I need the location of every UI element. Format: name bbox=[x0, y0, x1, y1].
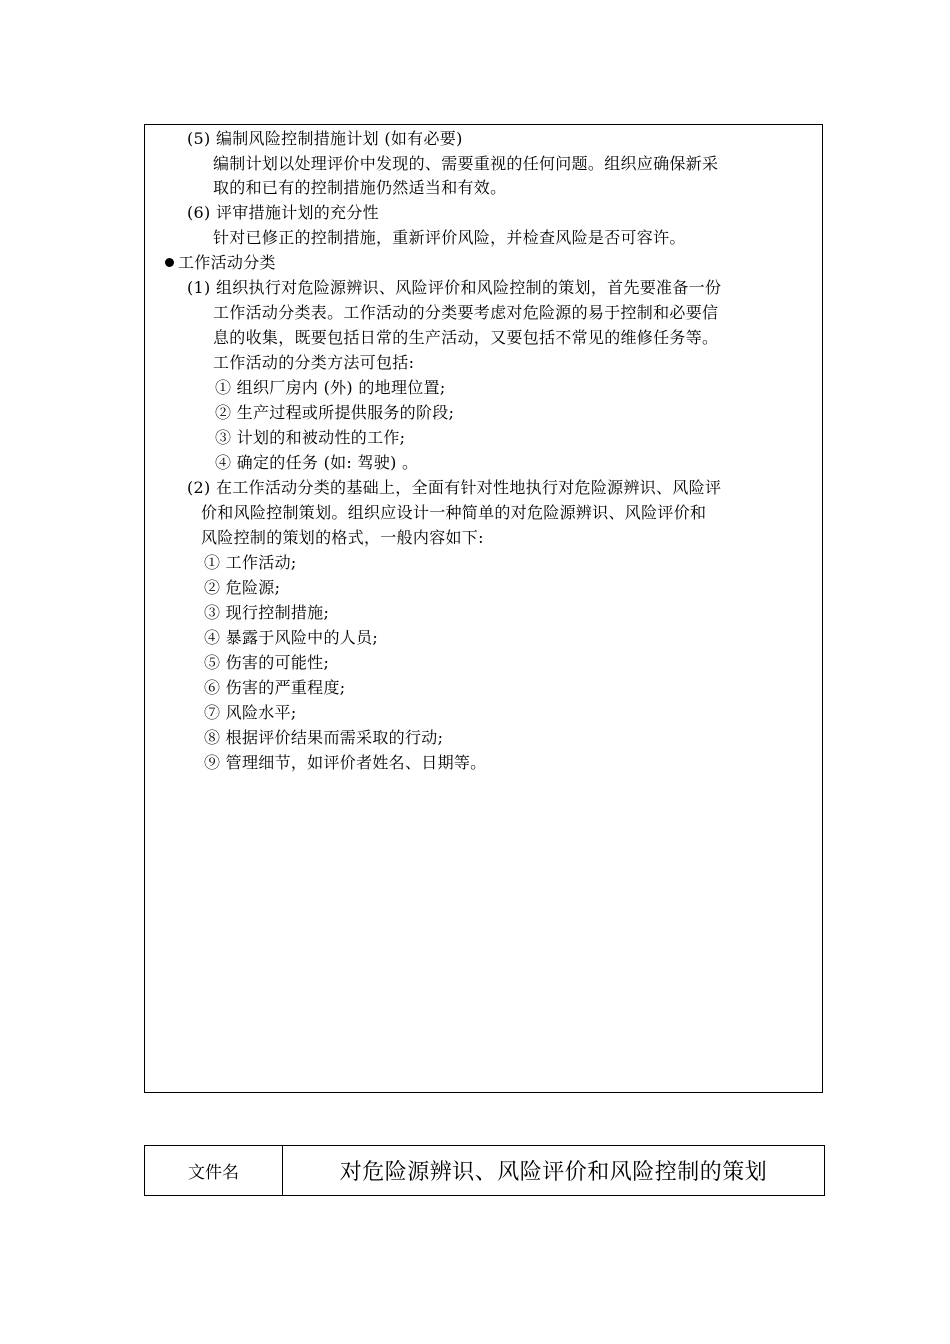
list-item: ⑤ 伤害的可能性; bbox=[204, 653, 330, 672]
section-5-title: (5) 编制风险控制措施计划 (如有必要) bbox=[187, 129, 463, 148]
section-6-title: (6) 评审措施计划的充分性 bbox=[187, 203, 379, 222]
heading-text: 工作活动分类 bbox=[178, 253, 276, 272]
list-item: ① 工作活动; bbox=[204, 553, 297, 572]
list-item: ⑦ 风险水平; bbox=[204, 703, 297, 722]
para-2-line-2: 价和风险控制策划。组织应设计一种简单的对危险源辨识、风险评价和 bbox=[201, 503, 707, 522]
section-heading bbox=[165, 251, 276, 275]
list-item: ② 危险源; bbox=[204, 578, 281, 597]
file-name-table bbox=[144, 1145, 825, 1196]
content-frame bbox=[144, 124, 823, 1093]
section-6-text-line-1: 针对已修正的控制措施，重新评价风险，并检查风险是否可容许。 bbox=[213, 228, 686, 247]
bullet-icon bbox=[165, 258, 174, 267]
list-item: ① 组织厂房内 (外) 的地理位置; bbox=[215, 378, 446, 397]
list-item: ④ 确定的任务 (如: 驾驶) 。 bbox=[215, 453, 419, 472]
para-1-line-1: (1) 组织执行对危险源辨识、风险评价和风险控制的策划，首先要准备一份 bbox=[187, 278, 722, 297]
para-1-line-4: 工作活动的分类方法可包括: bbox=[213, 353, 415, 372]
list-item: ③ 现行控制措施; bbox=[204, 603, 330, 622]
list-item: ⑨ 管理细节，如评价者姓名、日期等。 bbox=[204, 753, 487, 772]
list-item: ⑧ 根据评价结果而需采取的行动; bbox=[204, 728, 444, 747]
file-name-value: 对危险源辨识、风险评价和风险控制的策划 bbox=[339, 1160, 768, 1185]
para-2-line-3: 风险控制的策划的格式，一般内容如下: bbox=[201, 528, 484, 547]
para-2-line-1: (2) 在工作活动分类的基础上，全面有针对性地执行对危险源辨识、风险评 bbox=[187, 478, 722, 497]
para-1-line-3: 息的收集，既要包括日常的生产活动，又要包括不常见的维修任务等。 bbox=[213, 328, 719, 347]
list-item: ③ 计划的和被动性的工作; bbox=[215, 428, 406, 447]
para-1-line-2: 工作活动分类表。工作活动的分类要考虑对危险源的易于控制和必要信 bbox=[213, 303, 719, 322]
list-item: ② 生产过程或所提供服务的阶段; bbox=[215, 403, 455, 422]
section-5-text-line-2: 取的和已有的控制措施仍然适当和有效。 bbox=[213, 178, 507, 197]
file-name-label: 文件名 bbox=[145, 1146, 283, 1195]
list-item: ⑥ 伤害的严重程度; bbox=[204, 678, 346, 697]
list-item: ④ 暴露于风险中的人员; bbox=[204, 628, 379, 647]
section-5-text-line-1: 编制计划以处理评价中发现的、需要重视的任何问题。组织应确保新采 bbox=[213, 154, 719, 173]
